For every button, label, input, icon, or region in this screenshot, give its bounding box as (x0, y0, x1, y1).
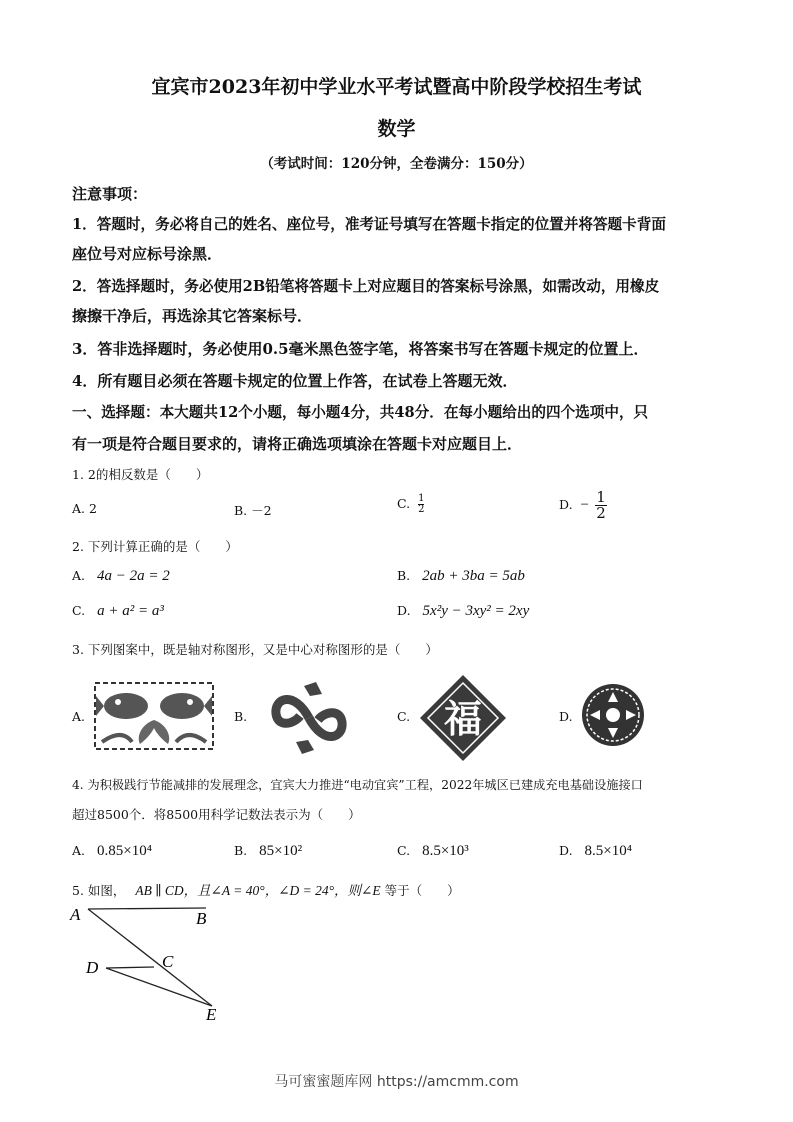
segment-de (106, 968, 212, 1006)
section1-line-2: 有一项是符合题目要求的，请将正确选项填涂在答题卡对应题目上． (72, 435, 523, 453)
left-fish-eye (115, 699, 121, 705)
q4-stem-line-2: 超过8500个．将8500用科学记数法表示为（ ） (72, 807, 361, 822)
option-label: A. (72, 843, 86, 858)
option-label: D. (397, 603, 411, 618)
option-label: D. (559, 843, 573, 858)
papercut-fu-diamond-image (418, 673, 508, 763)
fraction-numerator: 1 (418, 493, 425, 504)
fraction-denominator: 2 (596, 504, 606, 522)
note-2-line-1: 2．答选择题时，务必使用2B铅笔将答题卡上对应题目的答案标号涂黑，如需改动，用橡皮 (72, 278, 660, 295)
q4-option-c-expr: 8.5×10³ (422, 843, 469, 859)
note-3: 3．答非选择题时，务必使用0.5毫米黑色签字笔，将答案书写在答题卡规定的位置上． (72, 340, 649, 358)
option-label: A. (72, 568, 86, 583)
subject-title: 数学 (377, 118, 416, 140)
papercut-phoenix-image (264, 680, 354, 756)
q5-stem-prefix: 5. 如图， (72, 883, 126, 898)
note-4: 4．所有题目必须在答题卡规定的位置上作答，在试卷上答题无效． (72, 372, 518, 390)
phoenix-swirl-right (309, 713, 342, 737)
right-fish (160, 693, 204, 719)
q4-option-d (559, 843, 632, 860)
point-c-label: C (162, 952, 174, 971)
q2-option-b-expr: 2ab + 3ba = 5ab (422, 568, 525, 584)
q2-option-b (397, 568, 525, 585)
point-a-label: A (70, 905, 81, 924)
q2-option-d (397, 603, 529, 620)
q3-option-c-label: C. (397, 709, 411, 724)
q4-stem-line-1: 4. 为积极践行节能减排的发展理念，宜宾大力推进“电动宜宾”工程，2022年城区已建成充电基础设施接口 (72, 778, 643, 792)
q1-option-a: A. 2 (72, 501, 97, 516)
segment-ae (88, 909, 212, 1006)
notes-heading: 注意事项： (72, 185, 148, 203)
point-d-label: D (86, 958, 99, 977)
phoenix-bottom (296, 740, 314, 754)
q1-option-c (397, 494, 424, 515)
papercut-circle-image (580, 682, 646, 748)
note-1-line-1: 1．答题时，务必将自己的姓名、座位号，准考证号填写在答题卡指定的位置并将答题卡背面 (72, 216, 666, 233)
exam-title: 宜宾市2023年初中学业水平考试暨高中阶段学校招生考试 (151, 76, 642, 98)
right-fish-tail (204, 696, 212, 716)
right-fish-eye (187, 699, 193, 705)
q3-option-b-label: B. (234, 709, 248, 724)
section1-line-1: 一、选择题：本大题共12个小题，每小题4分，共48分．在每小题给出的四个选项中，只 (72, 404, 649, 421)
segment-ab (88, 908, 206, 909)
q1-option-d-fraction (595, 490, 607, 521)
q1-option-b: B. －2 (234, 503, 272, 518)
q1-stem: 1. 2的相反数是（ ） (72, 467, 209, 482)
fraction-numerator: 1 (596, 488, 606, 506)
q3-option-d-label: D. (559, 709, 573, 724)
q4-option-b (234, 843, 302, 860)
phoenix-eye-right (329, 723, 335, 729)
option-label: C. (72, 603, 86, 618)
q2-option-d-expr: 5x²y − 3xy² = 2xy (422, 603, 530, 619)
q4-option-b-expr: 85×10² (259, 843, 303, 859)
q2-stem: 2. 下列计算正确的是（ ） (72, 539, 238, 554)
phoenix-eye-left (283, 707, 289, 713)
phoenix-top (304, 682, 322, 696)
q1-option-d-sign: − (580, 497, 590, 513)
fraction-denominator: 2 (418, 504, 425, 515)
q5-stem-suffix: 等于（ ） (384, 883, 460, 898)
option-label: B. (234, 843, 248, 858)
q3-option-a-label: A. (72, 709, 86, 724)
left-fish (104, 693, 148, 719)
left-fish-tail (96, 696, 104, 716)
note-1-line-2: 座位号对应标号涂黑． (72, 245, 223, 263)
point-e-label: E (206, 1005, 217, 1024)
q2-option-a-expr: 4a − 2a = 2 (97, 568, 170, 584)
q2-option-c-expr: a + a² = a³ (97, 603, 164, 619)
q2-option-c (72, 603, 164, 620)
q1-option-d-label: D. (559, 497, 573, 512)
q4-option-a-expr: 0.85×10⁴ (97, 843, 152, 859)
option-label: C. (397, 843, 411, 858)
fu-character: 福 (443, 697, 483, 741)
segment-dc (106, 967, 154, 968)
q5-stem (72, 879, 460, 899)
lotus-leaves (102, 735, 206, 742)
q4-option-c (397, 843, 469, 860)
q2-option-a (72, 568, 170, 585)
option-label: B. (397, 568, 411, 583)
exam-info: （考试时间：120分钟，全卷满分：150分） (260, 156, 533, 172)
note-2-line-2: 擦擦干净后，再选涂其它答案标号． (72, 307, 313, 325)
phoenix-swirl-left (276, 699, 309, 723)
q1-option-c-fraction (418, 494, 424, 515)
circle-center (606, 708, 620, 722)
q1-option-d (559, 490, 607, 521)
q1-option-c-label: C. (397, 496, 411, 511)
q4-option-d-expr: 8.5×10⁴ (584, 843, 632, 859)
q4-option-a (72, 843, 152, 860)
q5-geometry-figure (66, 900, 226, 1025)
papercut-fish-image (92, 680, 216, 752)
point-b-label: B (196, 909, 207, 928)
lotus-flower (139, 720, 169, 744)
footer-watermark: 马可蜜蜜题库网 https://amcmm.com (274, 1074, 519, 1090)
q5-stem-math: AB ∥ CD，且∠A = 40°，∠D = 24°，则∠E (135, 883, 381, 898)
q3-stem: 3. 下列图案中，既是轴对称图形，又是中心对称图形的是（ ） (72, 642, 438, 657)
